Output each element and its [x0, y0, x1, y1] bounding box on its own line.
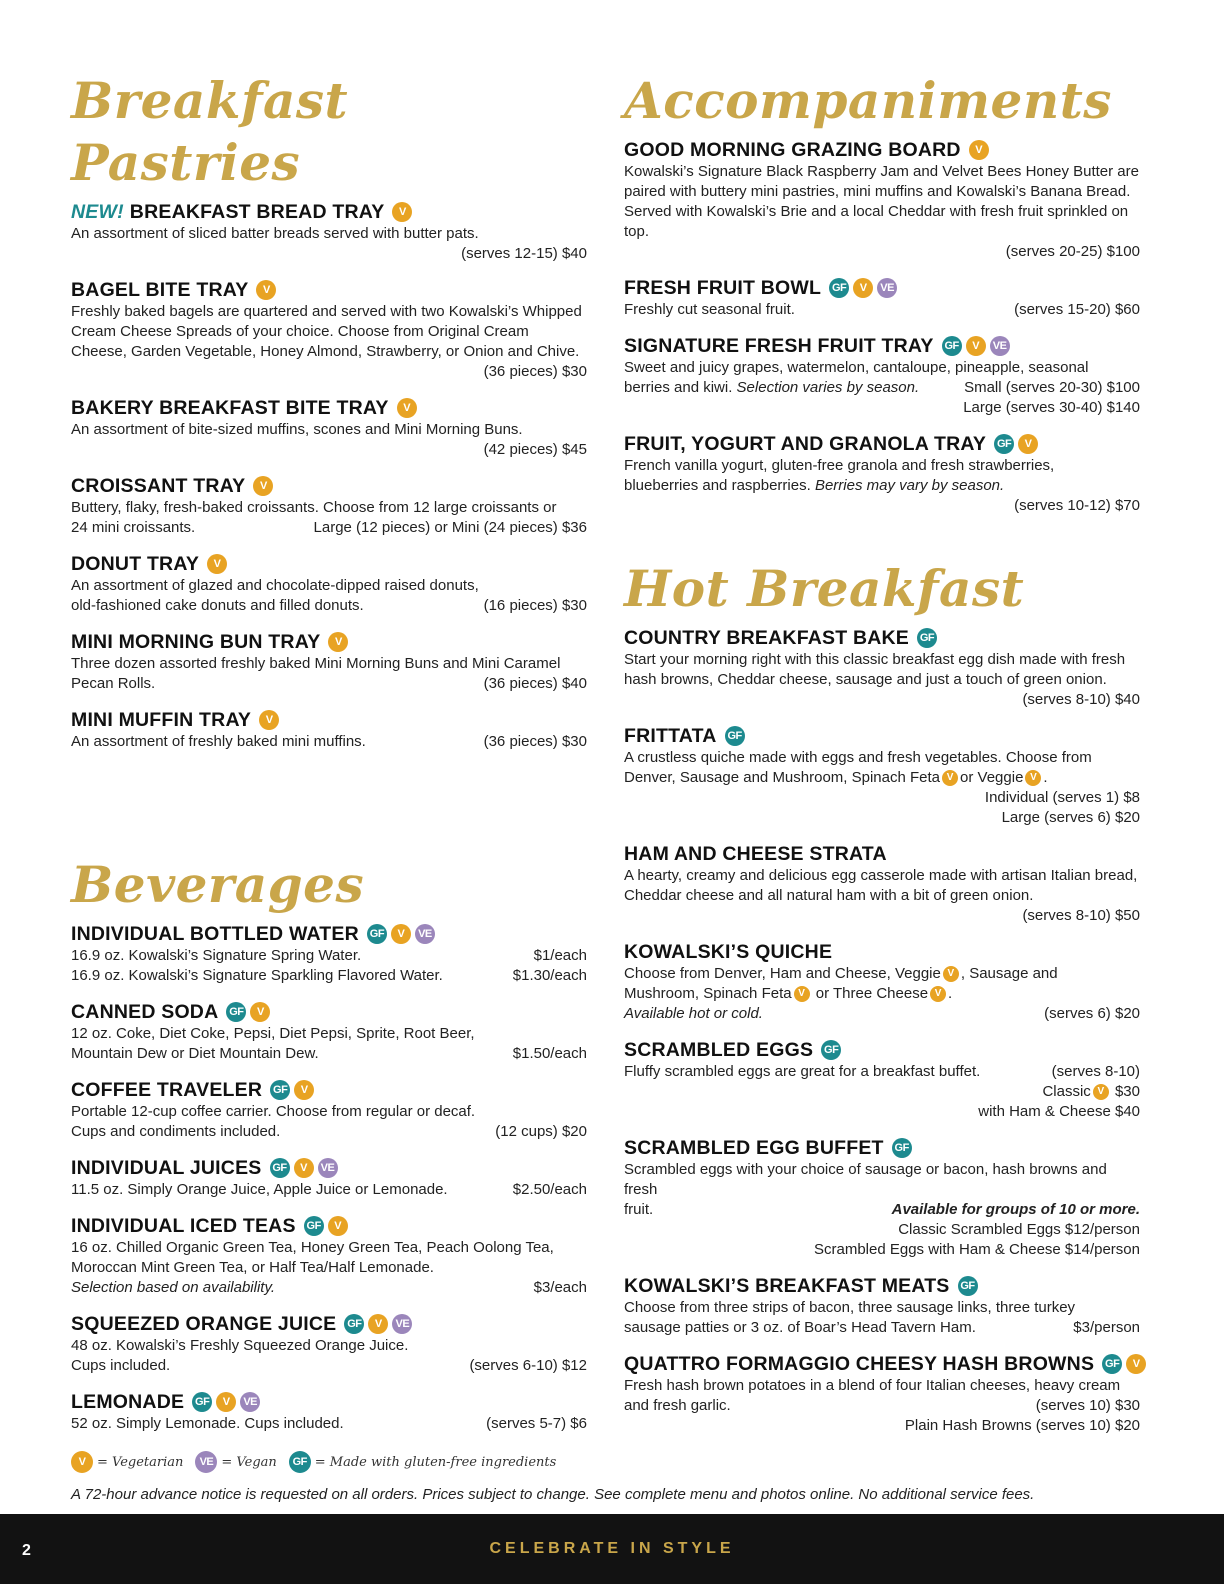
menu-item: [71, 708, 587, 752]
item-description: fruit.: [624, 1201, 654, 1218]
vegetarian-icon: V: [1025, 770, 1041, 786]
item-price: Large (12 pieces) or Mini (24 pieces) $36: [313, 519, 587, 536]
vegetarian-icon: V: [216, 1392, 236, 1412]
item-description: Choose from three strips of bacon, three sausage links, three turkey: [624, 1299, 1076, 1316]
item-title: FRITTATA: [624, 725, 717, 747]
item-description: Kowalski’s Signature Black Raspberry Jam and Velvet Bees Honey Butter are paired with buttery mini pastries, mini muffins and Kowalski’s Banana Bread. Served with Kowalski’s Brie and a local Cheddar with fresh fruit sprinkled on top.: [624, 163, 1139, 240]
item-description: Start your morning right with this classic breakfast egg dish made with fresh hash browns, Cheddar cheese, sausage and just a touch of green onion.: [624, 651, 1126, 688]
item-title: INDIVIDUAL BOTTLED WATER: [71, 923, 359, 945]
item-description: [624, 378, 964, 398]
dietary-badges: [888, 1138, 912, 1158]
hot-breakfast-list: [624, 626, 1140, 1436]
item-name: [624, 1136, 1140, 1160]
text-segment: Mushroom, Spinach Feta: [624, 985, 792, 1002]
page-footer: [0, 1514, 1224, 1584]
gluten-free-icon: GF: [994, 434, 1014, 454]
dietary-badges: [222, 1002, 270, 1022]
gluten-free-icon: GF: [289, 1451, 311, 1473]
item-title: DONUT TRAY: [71, 553, 200, 575]
item-price-row: [71, 1122, 587, 1142]
item-price: (serves 12-15) $40: [461, 245, 587, 262]
vegetarian-icon: V: [294, 1158, 314, 1178]
item-price: $3/person: [1073, 1319, 1140, 1336]
text-segment: or Three Cheese: [811, 985, 929, 1002]
item-description: An assortment of glazed and chocolate-dipped raised donuts,: [71, 577, 479, 594]
item-price-row: [624, 300, 1140, 320]
item-description: sausage patties or 3 oz. of Boar’s Head Tavern Ham.: [624, 1319, 976, 1336]
vegetarian-icon: V: [397, 398, 417, 418]
item-name: [71, 552, 587, 576]
item-title: CANNED SODA: [71, 1001, 219, 1023]
item-price-row: [624, 1396, 1140, 1416]
menu-item: [624, 138, 1140, 262]
item-description: An assortment of sliced batter breads served with butter pats.: [71, 225, 479, 242]
item-name: [71, 1078, 587, 1102]
text-segment: Choose from Denver, Ham and Cheese, Veggie: [624, 965, 941, 982]
menu-item: [71, 200, 587, 264]
item-price: (serves 10) $30: [1035, 1397, 1140, 1414]
item-description: Cups included.: [71, 1357, 171, 1374]
vegetarian-icon: V: [250, 1002, 270, 1022]
item-name: [71, 708, 587, 732]
section-title-beverages: Beverages: [71, 855, 365, 914]
menu-item: [624, 1352, 1140, 1436]
vegan-icon: VE: [318, 1158, 338, 1178]
section-title-pastries: Breakfast Pastries: [71, 71, 349, 192]
item-title: COUNTRY BREAKFAST BAKE: [624, 627, 909, 649]
dietary-badges: [954, 1276, 978, 1296]
left-column: [71, 70, 587, 1448]
item-description: Freshly baked bagels are quartered and served with two Kowalski’s Whipped Cream Cheese Spreads of your choice. Choose from Original Cream Cheese, Garden Vegetable, Honey Almond, Strawberry, or Onion and Chive.: [71, 303, 582, 360]
vegetarian-icon: V: [392, 202, 412, 222]
gluten-free-icon: GF: [942, 336, 962, 356]
item-title: CROISSANT TRAY: [71, 475, 246, 497]
item-description-options: [624, 984, 1140, 1004]
vegetarian-icon: V: [1126, 1354, 1146, 1374]
item-name: [71, 474, 587, 498]
section-title-hot-breakfast: Hot Breakfast: [624, 559, 1025, 618]
item-price: [624, 1082, 1140, 1102]
dietary-badges: [203, 554, 227, 574]
text-segment: blueberries and raspberries.: [624, 477, 815, 494]
item-description: 11.5 oz. Simply Orange Juice, Apple Juice or Lemonade.: [71, 1181, 448, 1198]
vegetarian-icon: V: [966, 336, 986, 356]
item-note: Available hot or cold.: [624, 1005, 763, 1022]
item-name: [624, 1274, 1140, 1298]
item-price: (16 pieces) $30: [483, 597, 587, 614]
vegetarian-icon: V: [969, 140, 989, 160]
item-price: (36 pieces) $30: [483, 363, 587, 380]
gluten-free-icon: GF: [192, 1392, 212, 1412]
vegetarian-icon: V: [1018, 434, 1038, 454]
menu-item: [71, 1000, 587, 1064]
item-name: [71, 1000, 587, 1024]
gluten-free-icon: GF: [892, 1138, 912, 1158]
menu-item: [624, 334, 1140, 418]
item-price-row: [624, 378, 1140, 398]
gluten-free-icon: GF: [367, 924, 387, 944]
item-name: [71, 278, 587, 302]
menu-item: [71, 278, 587, 382]
item-price-row: [71, 732, 587, 752]
item-description: Buttery, flaky, fresh-baked croissants. Choose from 12 large croissants or: [71, 499, 557, 516]
menu-item: [71, 1156, 587, 1200]
dietary-badges: [965, 140, 989, 160]
vegan-icon: VE: [195, 1451, 217, 1473]
gluten-free-icon: GF: [821, 1040, 841, 1060]
item-price: (serves 20-25) $100: [1005, 243, 1140, 260]
item-title: KOWALSKI’S BREAKFAST MEATS: [624, 1275, 950, 1297]
item-price: with Ham & Cheese $40: [978, 1103, 1140, 1120]
menu-item: [624, 940, 1140, 1024]
item-price: (serves 8-10) $40: [1022, 691, 1140, 708]
item-note: Selection varies by season.: [736, 379, 920, 396]
dietary-badges: [913, 628, 937, 648]
item-name: [71, 396, 587, 420]
item-availability: Available for groups of 10 or more.: [891, 1201, 1140, 1218]
item-price: (12 cups) $20: [495, 1123, 587, 1140]
gluten-free-icon: GF: [917, 628, 937, 648]
dietary-badges: [363, 924, 435, 944]
item-description: Selection based on availability.: [71, 1279, 276, 1296]
vegetarian-icon: V: [328, 1216, 348, 1236]
item-description: old-fashioned cake donuts and filled donuts.: [71, 597, 364, 614]
item-name: [71, 1390, 587, 1414]
dietary-badges: [817, 1040, 841, 1060]
menu-item: [624, 724, 1140, 828]
dietary-badges: [1098, 1354, 1146, 1374]
dietary-badges: [990, 434, 1038, 454]
vegetarian-icon: V: [328, 632, 348, 652]
item-price-row: [71, 1414, 587, 1434]
item-price: (42 pieces) $45: [483, 441, 587, 458]
menu-item: [624, 276, 1140, 320]
order-notice: A 72-hour advance notice is requested on all orders. Prices subject to change. See complete menu and photos online. No additional service fees.: [71, 1486, 1035, 1503]
dietary-badges: [300, 1216, 348, 1236]
item-price-row: [71, 518, 587, 538]
section-title-accompaniments: Accompaniments: [624, 71, 1112, 130]
item-price-row: [624, 1318, 1140, 1338]
dietary-badges: [252, 280, 276, 300]
item-title: SIGNATURE FRESH FRUIT TRAY: [624, 335, 934, 357]
vegetarian-icon: V: [853, 278, 873, 298]
item-price: (serves 5-7) $6: [486, 1415, 587, 1432]
item-description: 52 oz. Simply Lemonade. Cups included.: [71, 1415, 344, 1432]
item-price: $1.50/each: [512, 1045, 587, 1062]
item-description: A crustless quiche made with eggs and fresh vegetables. Choose from: [624, 749, 1092, 766]
item-title: FRESH FRUIT BOWL: [624, 277, 822, 299]
dietary-badges: [249, 476, 273, 496]
item-title: BAGEL BITE TRAY: [71, 279, 249, 301]
gluten-free-icon: GF: [1102, 1354, 1122, 1374]
new-label: NEW!: [71, 201, 124, 223]
text-segment: or Veggie: [960, 769, 1024, 786]
dietary-badges: [825, 278, 897, 298]
menu-item: [624, 1038, 1140, 1122]
item-title: GOOD MORNING GRAZING BOARD: [624, 139, 961, 161]
item-name: [624, 724, 1140, 748]
item-description: A hearty, creamy and delicious egg casserole made with artisan Italian bread, Cheddar cheese and all natural ham with a bit of green onion.: [624, 867, 1138, 904]
vegetarian-icon: V: [368, 1314, 388, 1334]
menu-item: [624, 1136, 1140, 1260]
vegetarian-icon: V: [391, 924, 411, 944]
menu-item: [71, 630, 587, 694]
vegetarian-icon: V: [253, 476, 273, 496]
item-title: KOWALSKI’S QUICHE: [624, 941, 833, 963]
text-segment: .: [1043, 769, 1048, 786]
item-description: Three dozen assorted freshly baked Mini Morning Buns and Mini Caramel: [71, 655, 561, 672]
gluten-free-icon: GF: [958, 1276, 978, 1296]
page-number: 2: [22, 1542, 31, 1559]
item-description: 16 oz. Chilled Organic Green Tea, Honey Green Tea, Peach Oolong Tea, Moroccan Mint Green Tea, or Half Tea/Half Lemonade.: [71, 1239, 554, 1276]
item-price: (serves 8-10): [1051, 1063, 1140, 1080]
item-price: (serves 6) $20: [1044, 1005, 1140, 1022]
item-title: INDIVIDUAL JUICES: [71, 1157, 262, 1179]
item-price-row: [71, 674, 587, 694]
menu-item: [71, 552, 587, 616]
item-price: Classic Scrambled Eggs $12/person: [898, 1221, 1140, 1238]
item-name: [624, 1038, 1140, 1062]
item-name: [624, 334, 1140, 358]
menu-item: [624, 626, 1140, 710]
item-price-row: [71, 596, 587, 616]
menu-item: [624, 432, 1140, 516]
dietary-badges: [324, 632, 348, 652]
vegan-icon: VE: [990, 336, 1010, 356]
vegetarian-icon: V: [943, 966, 959, 982]
item-title: QUATTRO FORMAGGIO CHEESY HASH BROWNS: [624, 1353, 1095, 1375]
item-description: 16.9 oz. Kowalski’s Signature Sparkling Flavored Water.: [71, 967, 443, 984]
item-name: [624, 626, 1140, 650]
item-price: $2.50/each: [512, 1181, 587, 1198]
gluten-free-icon: GF: [304, 1216, 324, 1236]
item-description: Freshly cut seasonal fruit.: [624, 301, 795, 318]
legend-gluten-free: = Made with gluten-free ingredients: [314, 1454, 557, 1470]
item-description: Fluffy scrambled eggs are great for a breakfast buffet.: [624, 1063, 981, 1080]
dietary-badges: [388, 202, 412, 222]
item-description: [624, 476, 1140, 496]
gluten-free-icon: GF: [226, 1002, 246, 1022]
item-price: (36 pieces) $30: [483, 733, 587, 750]
accompaniments-list: [624, 138, 1140, 516]
gluten-free-icon: GF: [270, 1080, 290, 1100]
item-name: [71, 1214, 587, 1238]
dietary-badges: [393, 398, 417, 418]
item-description: Pecan Rolls.: [71, 675, 156, 692]
item-title: SCRAMBLED EGG BUFFET: [624, 1137, 884, 1159]
item-price-row: [71, 1278, 587, 1298]
item-price: Large (serves 30-40) $140: [963, 399, 1140, 416]
item-description: and fresh garlic.: [624, 1397, 731, 1414]
vegetarian-icon: V: [1093, 1084, 1109, 1100]
item-title: INDIVIDUAL ICED TEAS: [71, 1215, 296, 1237]
vegetarian-icon: V: [294, 1080, 314, 1100]
vegetarian-icon: V: [942, 770, 958, 786]
vegetarian-icon: V: [930, 986, 946, 1002]
item-price-row: [624, 1200, 1140, 1220]
dietary-badges: [266, 1080, 314, 1100]
item-price: (serves 10-12) $70: [1014, 497, 1140, 514]
item-price-row: [71, 1356, 587, 1376]
item-name: [71, 630, 587, 654]
item-name: [624, 138, 1140, 162]
text-segment: Denver, Sausage and Mushroom, Spinach Feta: [624, 769, 941, 786]
gluten-free-icon: GF: [270, 1158, 290, 1178]
item-name: [71, 922, 587, 946]
vegetarian-icon: V: [794, 986, 810, 1002]
text-segment: $30: [1110, 1083, 1140, 1100]
pastries-list: [71, 200, 587, 752]
item-description: Sweet and juicy grapes, watermelon, cantaloupe, pineapple, seasonal: [624, 359, 1089, 376]
item-description-options: [624, 964, 1140, 984]
item-name: [71, 1156, 587, 1180]
item-price-row: [71, 1044, 587, 1064]
item-price: Individual (serves 1) $8: [984, 789, 1140, 806]
menu-item: [71, 1390, 587, 1434]
item-note: Berries may vary by season.: [814, 477, 1005, 494]
item-description-options: [624, 768, 1140, 788]
dietary-badges: [938, 336, 1010, 356]
item-description: Cups and condiments included.: [71, 1123, 281, 1140]
item-title: BAKERY BREAKFAST BITE TRAY: [71, 397, 389, 419]
item-title: FRUIT, YOGURT AND GRANOLA TRAY: [624, 433, 987, 455]
dietary-badges: [721, 726, 745, 746]
item-description: Fresh hash brown potatoes in a blend of four Italian cheeses, heavy cream: [624, 1377, 1121, 1394]
item-price: Large (serves 6) $20: [1001, 809, 1140, 826]
item-name: [624, 1352, 1140, 1376]
item-price: (serves 15-20) $60: [1014, 301, 1140, 318]
item-price-row: [624, 1062, 1140, 1082]
text-segment: .: [948, 985, 953, 1002]
item-price-row: [624, 1004, 1140, 1024]
vegan-icon: VE: [877, 278, 897, 298]
text-segment: , Sausage and: [960, 965, 1058, 982]
menu-item: [71, 1214, 587, 1298]
item-name: [624, 276, 1140, 300]
item-name: [624, 842, 1140, 866]
item-price: $1.30/each: [512, 967, 587, 984]
item-description: Portable 12-cup coffee carrier. Choose from regular or decaf.: [71, 1103, 476, 1120]
item-description: 24 mini croissants.: [71, 519, 196, 536]
item-title: HAM AND CHEESE STRATA: [624, 843, 887, 865]
menu-item: [71, 1312, 587, 1376]
item-price: $3/each: [533, 1279, 587, 1296]
item-price: $1/each: [533, 947, 587, 964]
item-title: MINI MORNING BUN TRAY: [71, 631, 321, 653]
item-price: (serves 6-10) $12: [469, 1357, 587, 1374]
dietary-badges: [266, 1158, 338, 1178]
dietary-legend: [71, 1451, 568, 1473]
vegetarian-icon: V: [256, 280, 276, 300]
dietary-badges: [188, 1392, 260, 1412]
menu-item: [71, 922, 587, 986]
item-name: [71, 1312, 587, 1336]
text-segment: berries and kiwi.: [624, 379, 737, 396]
item-price: Small (serves 20-30) $100: [964, 379, 1140, 396]
legend-vegetarian: = Vegetarian: [97, 1454, 184, 1470]
item-title: MINI MUFFIN TRAY: [71, 709, 252, 731]
dietary-badges: [340, 1314, 412, 1334]
dietary-badges: [255, 710, 279, 730]
menu-item: [71, 474, 587, 538]
vegan-icon: VE: [392, 1314, 412, 1334]
item-price: Plain Hash Browns (serves 10) $20: [904, 1417, 1140, 1434]
item-name: [624, 432, 1140, 456]
item-name: [71, 200, 587, 224]
right-column: [624, 70, 1140, 1450]
item-description: Mountain Dew or Diet Mountain Dew.: [71, 1045, 319, 1062]
item-title: LEMONADE: [71, 1391, 185, 1413]
vegetarian-icon: V: [207, 554, 227, 574]
vegan-icon: VE: [240, 1392, 260, 1412]
footer-title: CELEBRATE IN STYLE: [489, 1540, 735, 1557]
item-price: (36 pieces) $40: [483, 675, 587, 692]
item-description: An assortment of bite-sized muffins, scones and Mini Morning Buns.: [71, 421, 523, 438]
item-description: French vanilla yogurt, gluten-free granola and fresh strawberries,: [624, 457, 1055, 474]
item-title: BREAKFAST BREAD TRAY: [129, 201, 385, 223]
legend-vegan: = Vegan: [221, 1454, 277, 1470]
item-price-row: [71, 966, 587, 986]
item-price: (serves 8-10) $50: [1022, 907, 1140, 924]
text-segment: Classic: [1042, 1083, 1091, 1100]
item-description: Scrambled eggs with your choice of sausage or bacon, hash browns and fresh: [624, 1161, 1107, 1198]
item-description: 16.9 oz. Kowalski’s Signature Spring Water.: [71, 947, 362, 964]
vegetarian-icon: V: [71, 1451, 93, 1473]
item-price-row: [71, 1180, 587, 1200]
item-name: [624, 940, 1140, 964]
menu-item: [624, 842, 1140, 926]
menu-item: [624, 1274, 1140, 1338]
vegetarian-icon: V: [259, 710, 279, 730]
item-title: COFFEE TRAVELER: [71, 1079, 263, 1101]
vegan-icon: VE: [415, 924, 435, 944]
item-price-row: [71, 946, 587, 966]
item-description: 12 oz. Coke, Diet Coke, Pepsi, Diet Pepsi, Sprite, Root Beer,: [71, 1025, 475, 1042]
item-description: An assortment of freshly baked mini muffins.: [71, 733, 366, 750]
gluten-free-icon: GF: [344, 1314, 364, 1334]
gluten-free-icon: GF: [725, 726, 745, 746]
item-title: SCRAMBLED EGGS: [624, 1039, 814, 1061]
gluten-free-icon: GF: [829, 278, 849, 298]
item-description: 48 oz. Kowalski’s Freshly Squeezed Orange Juice.: [71, 1337, 409, 1354]
beverages-list: [71, 922, 587, 1434]
item-title: SQUEEZED ORANGE JUICE: [71, 1313, 337, 1335]
item-price: Scrambled Eggs with Ham & Cheese $14/person: [813, 1241, 1140, 1258]
menu-item: [71, 1078, 587, 1142]
menu-item: [71, 396, 587, 460]
